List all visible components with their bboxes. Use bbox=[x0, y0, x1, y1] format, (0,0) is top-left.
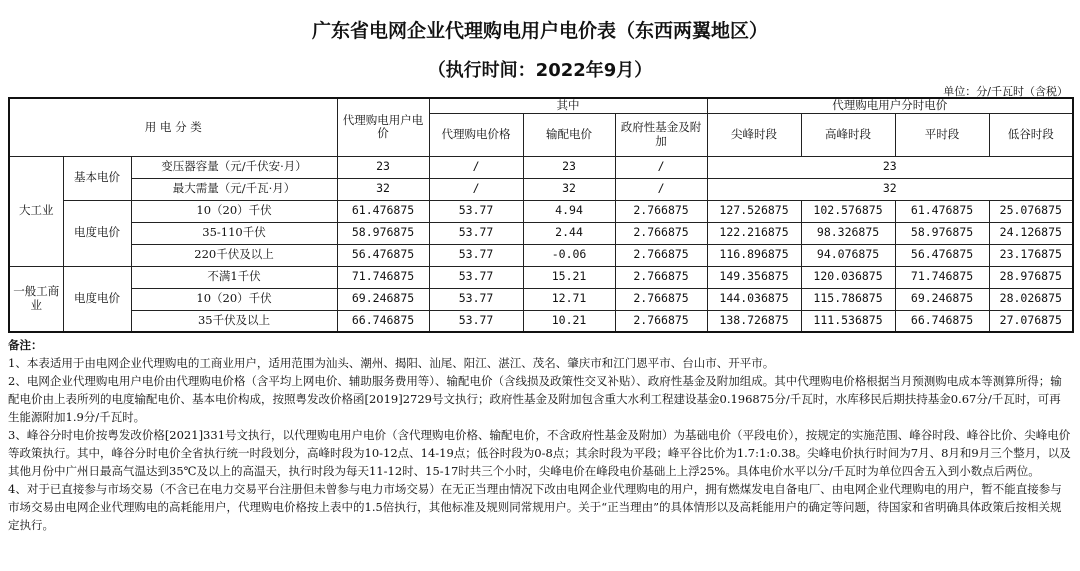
group-large-industry: 大工业 bbox=[9, 156, 63, 266]
cell-valley: 25.076875 bbox=[989, 200, 1073, 222]
group-energy-price: 电度电价 bbox=[63, 200, 131, 266]
cell-transmission: 32 bbox=[523, 178, 615, 200]
group-general: 一般工商业 bbox=[9, 266, 63, 332]
cell-purchase: 53.77 bbox=[429, 200, 523, 222]
cell-valley: 27.076875 bbox=[989, 310, 1073, 332]
row-label: 35千伏及以上 bbox=[131, 310, 337, 332]
row-label: 最大需量（元/千瓦·月） bbox=[131, 178, 337, 200]
cell-flat: 71.746875 bbox=[895, 266, 989, 288]
cell-transmission: -0.06 bbox=[523, 244, 615, 266]
cell-fund: 2.766875 bbox=[615, 288, 707, 310]
cell-flat: 58.976875 bbox=[895, 222, 989, 244]
cell-peak-sharp: 144.036875 bbox=[707, 288, 801, 310]
row-label: 220千伏及以上 bbox=[131, 244, 337, 266]
note-item: 1、本表适用于由电网企业代理购电的工商业用户，适用范围为汕头、潮州、揭阳、汕尾、阳江、湛江、茂名、肇庆市和江门恩平市、台山市、开平市。 bbox=[8, 356, 775, 370]
group-basic-price: 基本电价 bbox=[63, 156, 131, 200]
cell-transmission: 23 bbox=[523, 156, 615, 178]
cell-purchase: 53.77 bbox=[429, 266, 523, 288]
cell-peak: 98.326875 bbox=[801, 222, 895, 244]
cell-fund: 2.766875 bbox=[615, 200, 707, 222]
header-transmission-price: 输配电价 bbox=[523, 113, 615, 156]
page-subtitle: （执行时间：2022年9月） bbox=[427, 60, 653, 81]
row-label: 不满1千伏 bbox=[131, 266, 337, 288]
header-agency-price: 代理购电用户电价 bbox=[337, 98, 429, 156]
cell-agency: 69.246875 bbox=[337, 288, 429, 310]
header-gov-fund: 政府性基金及附加 bbox=[615, 113, 707, 156]
cell-peak: 94.076875 bbox=[801, 244, 895, 266]
cell-flat: 66.746875 bbox=[895, 310, 989, 332]
cell-flat: 69.246875 bbox=[895, 288, 989, 310]
cell-agency: 61.476875 bbox=[337, 200, 429, 222]
cell-agency: 66.746875 bbox=[337, 310, 429, 332]
row-label: 35-110千伏 bbox=[131, 222, 337, 244]
cell-peak: 102.576875 bbox=[801, 200, 895, 222]
cell-tou: 23 bbox=[707, 156, 1073, 178]
header-peak: 高峰时段 bbox=[801, 113, 895, 156]
cell-agency: 23 bbox=[337, 156, 429, 178]
note-item: 3、峰谷分时电价按粤发改价格[2021]331号文执行，以代理购电用户电价（含代理购电价格、输配电价，不含政府性基金及附加）为基础电价（平段电价），按规定的实施范围、峰谷时段、峰谷比价、尖峰电价等政策执行。其中，峰谷分时电价全省执行统一时段划分，高峰时段为10-12点、14-19点；低谷时段为0-8点；其余时段为平段；峰平谷比价为1.7:1:0.38。尖峰电价执行时间为7月、8月和9月三个整月，以及其他月份中广州日最高气温达到35℃及以上的高温天，执行时段为每天11-12时、15-17时共三个小时，尖峰电价在峰段电价基础上上浮25%。具体电价水平以分/千瓦时为单位四舍五入到小数点后两位。 bbox=[8, 428, 1071, 478]
row-label: 10（20）千伏 bbox=[131, 288, 337, 310]
note-item: 4、对于已直接参与市场交易（不含已在电力交易平台注册但未曾参与电力市场交易）在无正当理由情况下改由电网企业代理购电的用户，拥有燃煤发电自备电厂、由电网企业代理购电的用户，暂不能直接参与市场交易由电网企业代理购电的高耗能用户，代理购电价格按上表中的1.5倍执行，其他标准及规则同常规用户。关于“正当理由”的具体情形以及高耗能用户的确定等问题，待国家和省明确具体政策后按相关规定执行。 bbox=[8, 482, 1062, 532]
cell-agency: 32 bbox=[337, 178, 429, 200]
cell-fund: / bbox=[615, 156, 707, 178]
cell-purchase: / bbox=[429, 156, 523, 178]
header-flat: 平时段 bbox=[895, 113, 989, 156]
cell-valley: 28.976875 bbox=[989, 266, 1073, 288]
cell-peak-sharp: 122.216875 bbox=[707, 222, 801, 244]
row-label: 10（20）千伏 bbox=[131, 200, 337, 222]
header-tou: 代理购电用户分时电价 bbox=[707, 98, 1073, 113]
cell-valley: 24.126875 bbox=[989, 222, 1073, 244]
cell-peak-sharp: 116.896875 bbox=[707, 244, 801, 266]
row-label: 变压器容量（元/千伏安·月） bbox=[131, 156, 337, 178]
cell-agency: 71.746875 bbox=[337, 266, 429, 288]
cell-peak-sharp: 138.726875 bbox=[707, 310, 801, 332]
cell-tou: 32 bbox=[707, 178, 1073, 200]
group-general-energy: 电度电价 bbox=[63, 266, 131, 332]
cell-fund: / bbox=[615, 178, 707, 200]
cell-fund: 2.766875 bbox=[615, 310, 707, 332]
header-peak-sharp: 尖峰时段 bbox=[707, 113, 801, 156]
cell-transmission: 10.21 bbox=[523, 310, 615, 332]
header-purchase-price: 代理购电价格 bbox=[429, 113, 523, 156]
unit-label: 单位：分/千瓦时（含税） bbox=[943, 85, 1068, 98]
cell-peak-sharp: 149.356875 bbox=[707, 266, 801, 288]
cell-purchase: 53.77 bbox=[429, 244, 523, 266]
tariff-table bbox=[8, 97, 1074, 333]
cell-flat: 56.476875 bbox=[895, 244, 989, 266]
cell-purchase: 53.77 bbox=[429, 222, 523, 244]
cell-transmission: 4.94 bbox=[523, 200, 615, 222]
header-category: 用 电 分 类 bbox=[9, 98, 337, 156]
cell-fund: 2.766875 bbox=[615, 244, 707, 266]
cell-flat: 61.476875 bbox=[895, 200, 989, 222]
cell-peak: 120.036875 bbox=[801, 266, 895, 288]
page-title: 广东省电网企业代理购电用户电价表（东西两翼地区） bbox=[311, 20, 768, 42]
cell-transmission: 12.71 bbox=[523, 288, 615, 310]
header-of-which: 其中 bbox=[429, 98, 707, 113]
cell-peak: 111.536875 bbox=[801, 310, 895, 332]
cell-purchase: / bbox=[429, 178, 523, 200]
header-valley: 低谷时段 bbox=[989, 113, 1073, 156]
notes-section bbox=[8, 336, 1072, 534]
cell-transmission: 15.21 bbox=[523, 266, 615, 288]
cell-agency: 56.476875 bbox=[337, 244, 429, 266]
cell-purchase: 53.77 bbox=[429, 310, 523, 332]
cell-agency: 58.976875 bbox=[337, 222, 429, 244]
cell-peak-sharp: 127.526875 bbox=[707, 200, 801, 222]
cell-fund: 2.766875 bbox=[615, 266, 707, 288]
notes-title: 备注： bbox=[8, 338, 43, 352]
cell-purchase: 53.77 bbox=[429, 288, 523, 310]
cell-fund: 2.766875 bbox=[615, 222, 707, 244]
cell-transmission: 2.44 bbox=[523, 222, 615, 244]
cell-valley: 23.176875 bbox=[989, 244, 1073, 266]
note-item: 2、电网企业代理购电用户电价由代理购电价格（含平均上网电价、辅助服务费用等）、输配电价（含线损及政策性交叉补贴）、政府性基金及附加组成。其中代理购电价格根据当月预测购电成本等测算所得；输配电价由上表所列的电度输配电价、基本电价构成，按照粤发改价格函[2019]2729号文执行；政府性基金及附加包含重大水利工程建设基金0.196875分/千瓦时，水库移民后期扶持基金0.67分/千瓦时，可再生能源附加1.9分/千瓦时。 bbox=[8, 374, 1062, 424]
cell-peak: 115.786875 bbox=[801, 288, 895, 310]
cell-valley: 28.026875 bbox=[989, 288, 1073, 310]
